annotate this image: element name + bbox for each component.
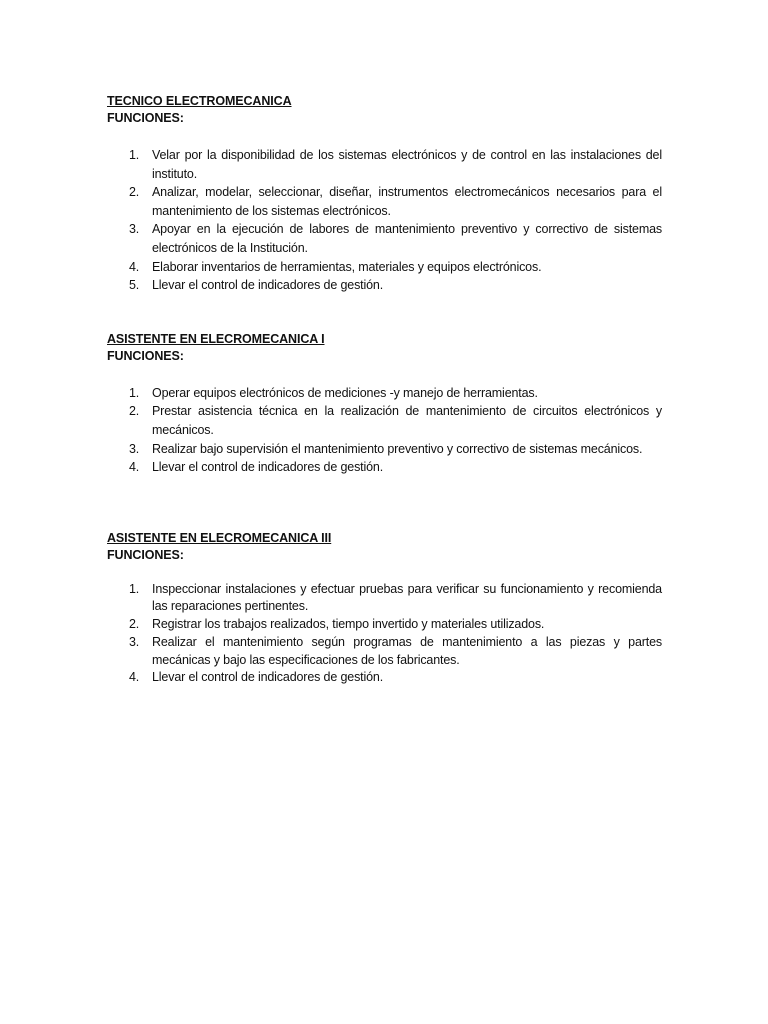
functions-list [107,146,662,295]
item-text: Llevar el control de indicadores de gestión. [152,670,384,685]
item-number: 2. [129,185,140,200]
functions-list [107,581,662,687]
item-text: Analizar, modelar, seleccionar, diseñar, instrumentos electromecánicos necesarios para el mantenimiento de los sistemas electrónicos. [152,185,662,218]
item-number: 4. [129,460,140,475]
item-number: 5. [129,278,140,293]
item-number: 4. [129,259,140,274]
list-item [107,440,662,459]
functions-list [107,384,662,477]
item-number: 3. [129,441,140,456]
list-item [107,384,662,403]
list-item [107,581,662,616]
item-number: 2. [129,617,140,632]
section-asistente-elecromecanica-iii [107,530,662,687]
list-item [107,634,662,669]
section-tecnico-electromecanica [107,93,662,295]
section-subtitle: FUNCIONES: [107,547,184,562]
section-title: TECNICO ELECTROMECANICA [107,94,292,108]
item-number: 3. [129,634,140,649]
item-number: 1. [129,581,140,596]
item-text: Elaborar inventarios de herramientas, materiales y equipos electrónicos. [152,259,542,274]
item-text: Realizar el mantenimiento según programas de mantenimiento a las piezas y partes mecánicas y bajo las especificaciones de los fabricantes. [152,634,662,667]
list-item [107,458,662,477]
section-asistente-elecromecanica-i [107,331,662,477]
item-text: Llevar el control de indicadores de gestión. [152,460,384,475]
item-text: Operar equipos electrónicos de mediciones -y manejo de herramientas. [152,385,538,400]
list-item [107,276,662,295]
item-number: 2. [129,404,140,419]
list-item [107,669,662,687]
item-text: Realizar bajo supervisión el mantenimiento preventivo y correctivo de sistemas mecánicos. [152,441,643,456]
item-number: 4. [129,670,140,685]
item-text: Inspeccionar instalaciones y efectuar pruebas para verificar su funcionamiento y recomienda las reparaciones pertinentes. [152,581,662,614]
section-title: ASISTENTE EN ELECROMECANICA III [107,530,332,545]
item-text: Llevar el control de indicadores de gestión. [152,278,384,293]
item-text: Velar por la disponibilidad de los sistemas electrónicos y de control en las instalaciones del instituto. [152,148,662,181]
section-subtitle: FUNCIONES: [107,348,184,363]
list-item [107,183,662,220]
section-title: ASISTENTE EN ELECROMECANICA I [107,331,325,346]
section-subtitle: FUNCIONES: [107,111,184,125]
list-item [107,616,662,634]
item-text: Registrar los trabajos realizados, tiempo invertido y materiales utilizados. [152,617,545,632]
document-page [107,93,662,687]
item-number: 1. [129,148,140,162]
item-number: 1. [129,385,140,400]
list-item [107,258,662,277]
item-text: Prestar asistencia técnica en la realización de mantenimiento de circuitos electrónicos y mecánicos. [152,404,662,437]
item-text: Apoyar en la ejecución de labores de mantenimiento preventivo y correctivo de sistemas electrónicos de la Institución. [152,222,662,255]
item-number: 3. [129,222,140,237]
list-item [107,146,662,183]
list-item [107,402,662,439]
list-item [107,220,662,257]
